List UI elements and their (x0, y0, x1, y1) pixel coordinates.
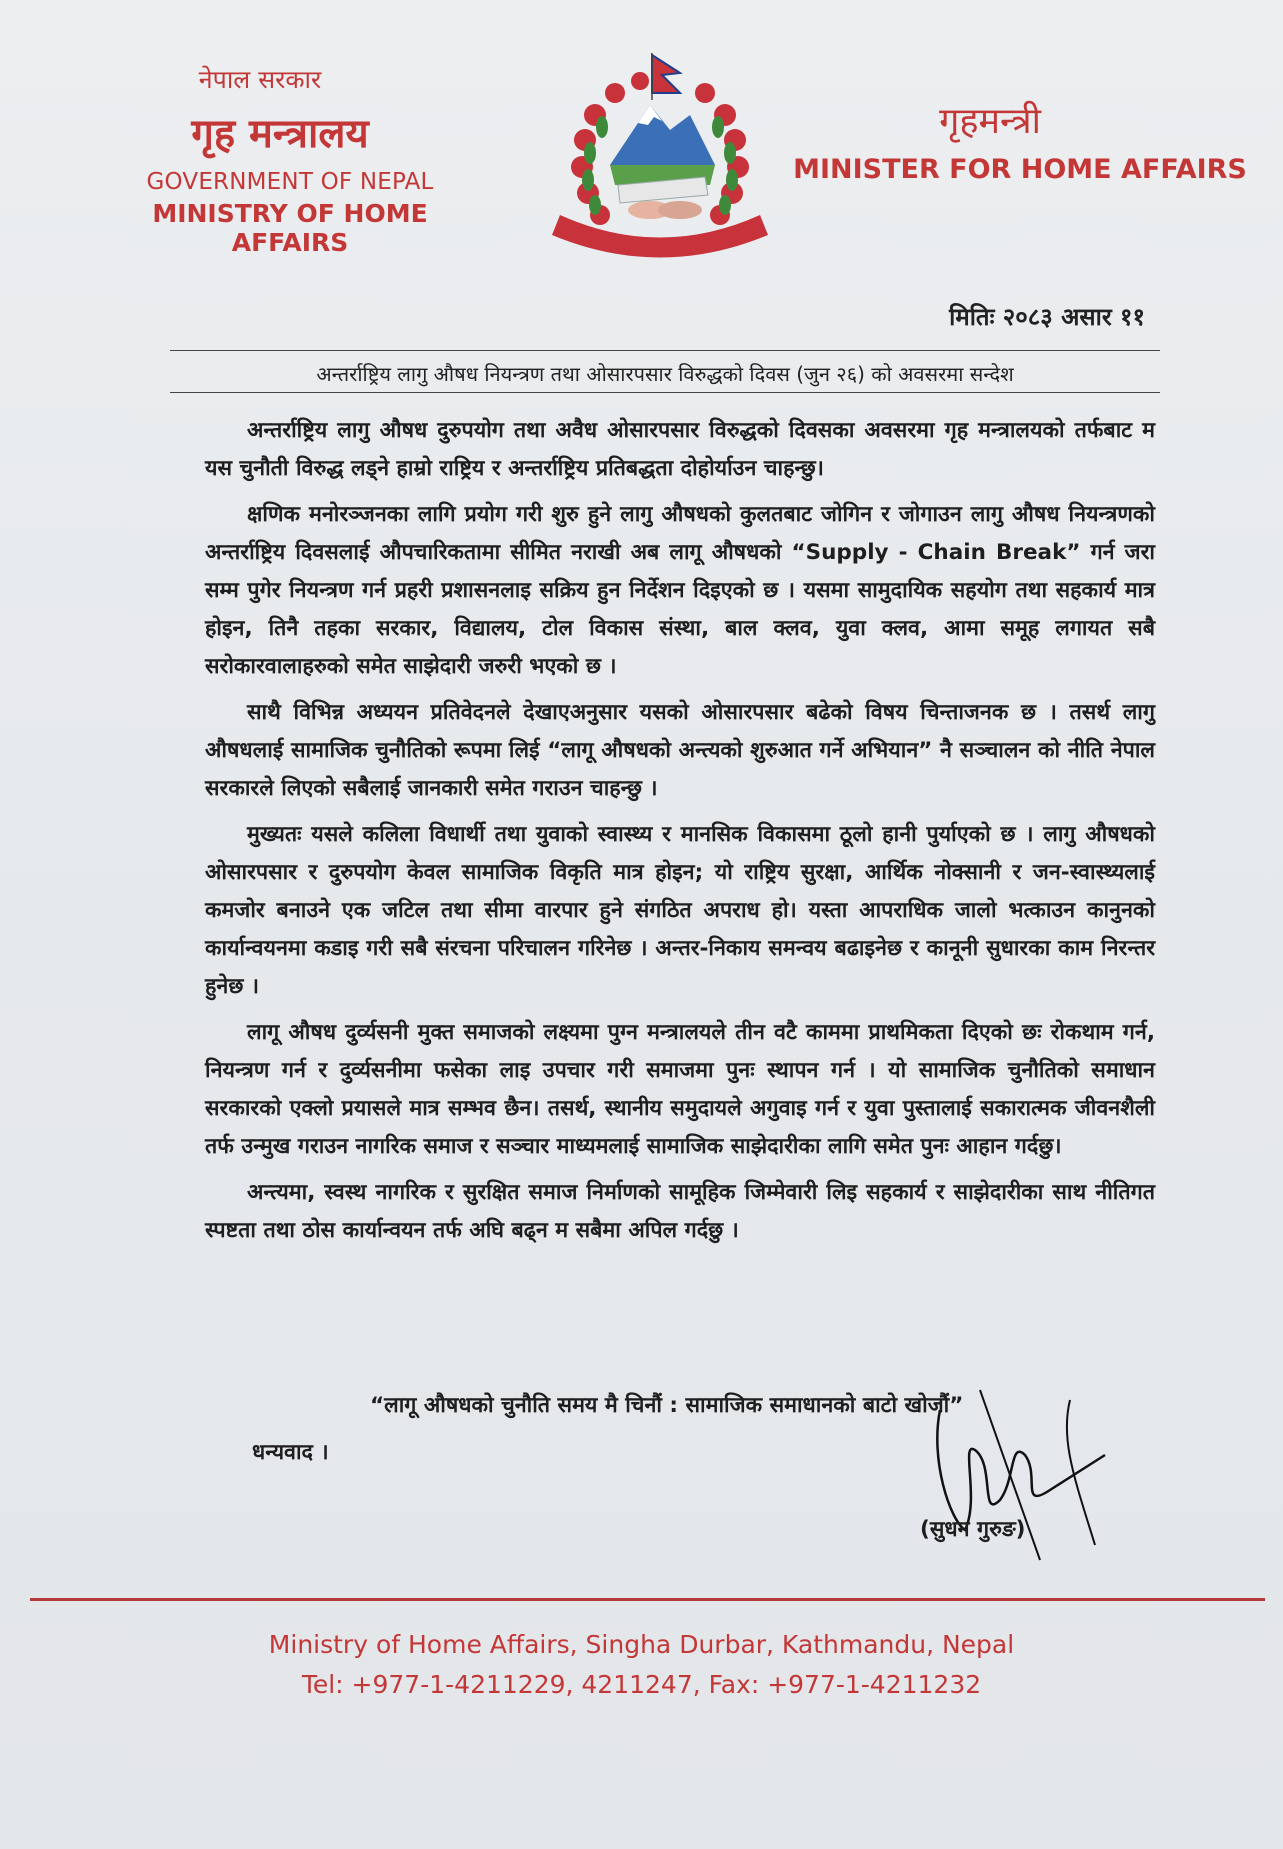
paragraph: लागू औषध दुर्व्यसनी मुक्त समाजको लक्ष्यमा पुग्न मन्त्रालयले तीन वटै काममा प्राथमिकता दिएको छः रोकथाम गर्न, नियन्त्रण गर्न र दुर्व्यसनीमा फसेका लाइ उपचार गरी समाजमा पुनः स्थापन गर्न । यो सामाजिक चुनौतिको समाधान सरकारको एक्लो प्रयासले मात्र सम्भव छैन। तसर्थ, स्थानीय समुदायले अगुवाइ गर्न र युवा पुस्तालाई सकारात्मक जीवनशैली तर्फ उन्मुख गराउन नागरिक समाज र सञ्चार माध्यमलाई सामाजिक साझेदारीका लागि समेत पुनः आहान गर्दछु। (205, 1020, 1155, 1159)
footer-address: Ministry of Home Affairs, Singha Durbar, Kathmandu, Nepal (268, 1630, 1015, 1659)
paragraph: अन्तर्राष्ट्रिय लागु औषध दुरुपयोग तथा अवैध ओसारपसार विरुद्धको दिवसका अवसरमा गृह मन्त्रालयको तर्फबाट म यस चुनौती विरुद्ध लड्ने हाम्रो राष्ट्रिय र अन्तर्राष्ट्रिय प्रतिबद्धता दोहोर्याउन चाहन्छु। (205, 418, 1155, 481)
paragraph: मुख्यतः यसले कलिला विधार्थी तथा युवाको स्वास्थ्य र मानसिक विकासमा ठूलो हानी पुर्याएको छ । लागु औषधको ओसारपसार र दुरुपयोग केवल सामाजिक विकृति मात्र होइन; यो राष्ट्रिय सुरक्षा, आर्थिक नोक्सानी र जन-स्वास्थ्यलाई कमजोर बनाउने एक जटिल तथा सीमा वारपार हुने संगठित अपराध हो। यस्ता आपराधिक जालो भत्काउन कानुनको कार्यान्वयनमा कडाइ गरी सबै संरचना परिचालन गरिनेछ । अन्तर-निकाय समन्वय बढाइनेछ र कानूनी सुधारका काम निरन्तर हुनेछ । (205, 822, 1155, 999)
nepali-ministry-label: गृह मन्त्रालय (191, 111, 369, 157)
divider (170, 350, 1160, 351)
slogan: “लागू औषधको चुनौति समय मै चिनौं : सामाजिक समाधानको बाटो खोजौं” (370, 1393, 964, 1418)
closing-thanks: धन्यवाद । (252, 1440, 329, 1465)
signatory-name: (सुधन गुरुङ) (920, 1517, 1026, 1542)
english-government-label: GOVERNMENT OF NEPAL (146, 169, 434, 195)
letter-body (205, 412, 1155, 1258)
paragraph: साथै विभिन्न अध्ययन प्रतिवेदनले देखाएअनुसार यसको ओसारपसार बढेको विषय चिन्ताजनक छ । तसर्थ लागु औषधलाई सामाजिक चुनौतिको रूपमा लिई “लागू औषधको अन्त्यको शुरुआत गर्ने अभियान” नै सञ्चालन को नीति नेपाल सरकारले लिएको सबैलाई जानकारी समेत गराउन चाहन्छु । (205, 700, 1155, 801)
footer-divider (30, 1598, 1265, 1601)
divider (170, 392, 1160, 393)
letter-subject: अन्तर्राष्ट्रिय लागु औषध नियन्त्रण तथा ओसारपसार विरुद्धको दिवस (जुन २६) को अवसरमा सन्देश (316, 362, 1014, 386)
letter-date: मितिः २०८३ असार ११ (949, 303, 1145, 331)
nepali-government-label: नेपाल सरकार (198, 65, 322, 94)
nepal-emblem-icon (540, 45, 780, 265)
letterhead-right (790, 95, 1250, 185)
nepali-minister-title: गृहमन्त्री (939, 101, 1041, 142)
english-minister-title: MINISTER FOR HOME AFFAIRS (793, 154, 1247, 185)
footer-contact: Tel: +977-1-4211229, 4211247, Fax: +977-1-4211232 (301, 1670, 982, 1699)
paragraph: अन्त्यमा, स्वस्थ नागरिक र सुरक्षित समाज निर्माणको सामूहिक जिम्मेवारी लिइ सहकार्य र साझेदारीका साथ नीतिगत स्पष्टता तथा ठोस कार्यान्वयन तर्फ अघि बढ्न म सबैमा अपिल गर्दछु । (205, 1180, 1155, 1243)
letter-footer (0, 1625, 1283, 1705)
paragraph: क्षणिक मनोरञ्जनका लागि प्रयोग गरी शुरु हुने लागु औषधको कुलतबाट जोगिन र जोगाउन लागु औषध नियन्त्रणको अन्तर्राष्ट्रिय दिवसलाई औपचारिकतामा सीमित नराखी अब लागू औषधको “Supply - Chain Break” गर्न जरा सम्म पुगेर नियन्त्रण गर्न प्रहरी प्रशासनलाइ सक्रिय हुन निर्देशन दिइएको छ । यसमा सामुदायिक सहयोग तथा सहकार्य मात्र होइन, तिनै तहका सरकार, विद्यालय, टोल विकास संस्था, बाल क्लव, युवा क्लव, आमा समूह लगायत सबै सरोकारवालाहरुको समेत साझेदारी जरुरी भएको छ । (205, 502, 1155, 679)
letterhead-left (95, 62, 485, 257)
english-ministry-label: MINISTRY OF HOME AFFAIRS (152, 199, 428, 257)
